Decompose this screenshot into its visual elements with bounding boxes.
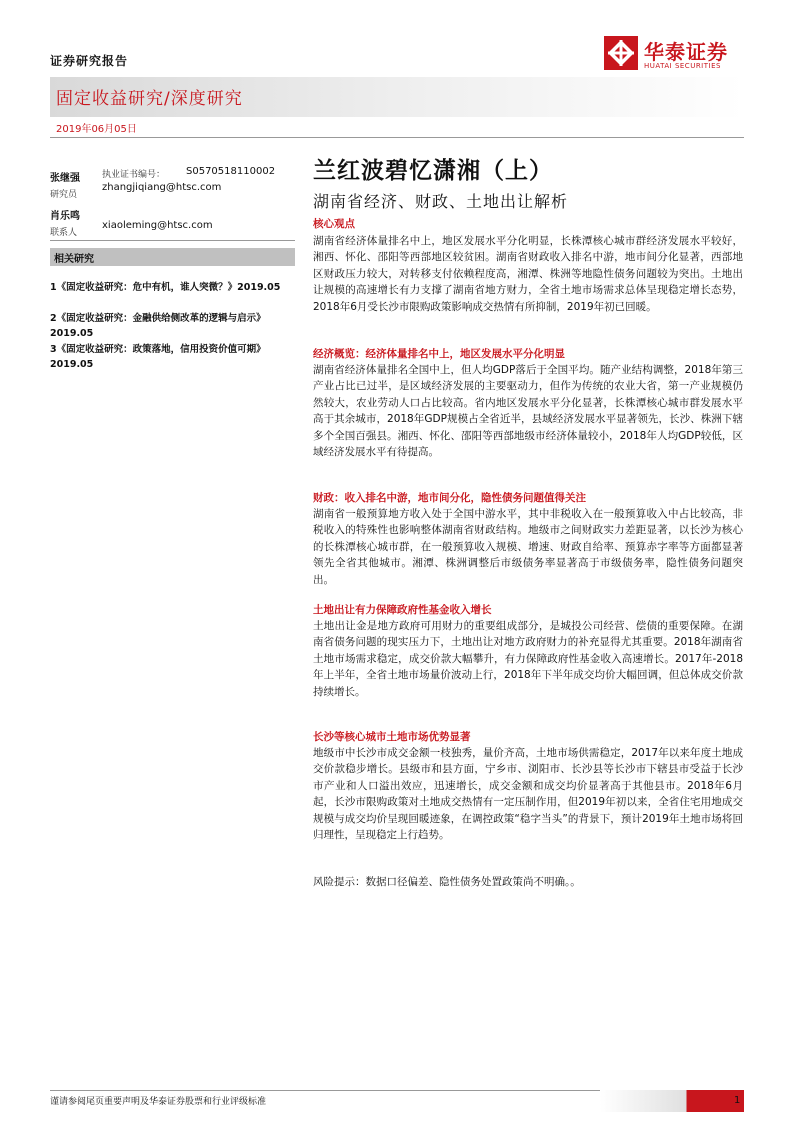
analyst-name: 肖乐鸣 [50, 211, 80, 222]
analyst-block [50, 166, 300, 236]
analyst-email[interactable]: xiaoleming@htsc.com [102, 220, 213, 231]
section-body: 土地出让金是地方政府可用财力的重要组成部分，是城投公司经营、偿债的重要保障。在湖南省债务问题的现实压力下，土地出让对地方政府财力的补充显得尤其重要。2018年湖南省土地市场需求稳定，成交价款大幅攀升，有力保障政府性基金收入高速增长。2017年-2018年上半年，全省土地市场量价波动上行，2018年下半年成交均价大幅回调，但总体成交价款持续增长。 [313, 620, 743, 698]
analyst-row [50, 220, 300, 236]
analyst-name: 张继强 [50, 173, 80, 184]
header-divider [50, 137, 744, 138]
section-heading: 长沙等核心城市土地市场优势显著 [313, 731, 471, 743]
related-research-heading [50, 248, 295, 266]
analyst-row [50, 204, 300, 220]
report-date: 2019年06月05日 [56, 124, 137, 135]
section-body: 湖南省一般预算地方收入处于全国中游水平，其中非税收入在一般预算收入中占比较高，非税收入的特殊性也影响整体湖南省财政结构。地级市之间财政实力差距显著，以长沙为核心的长株潭核心城市群，在一般预算收入规模、增速、财政自给率、预算赤字率等方面都显著领先全省其他城市。湘潭、株洲调整后市级债务率显著高于市级债务率，隐性债务问题突出。 [313, 508, 743, 586]
section-body: 地级市中长沙市成交金额一枝独秀，量价齐高，土地市场供需稳定，2017年以来年度土地成交价款稳步增长。县级市和县方面，宁乡市、浏阳市、长沙县等长沙市下辖县市受益于长沙市产业和人口溢出效应，迅速增长，成交金额和成交均价显著高于其他县市。2018年6月起，长沙市限购政策对土地成交热情有一定压制作用，但2019年初以来，全省住宅用地成交规模与成交均价呈现回暖迹象，在调控政策“稳字当头”的背景下，预计2019年土地市场将回归理性，呈现稳定上行趋势。 [313, 747, 743, 842]
analyst-role: 执业证书编号： [102, 170, 166, 180]
page-number-band [600, 1090, 744, 1112]
logo-english-name: HUATAI SECURITIES [644, 62, 721, 70]
section-body: 湖南省经济体量排名中上，地区发展水平分化明显，长株潭核心城市群经济发展水平较好，湘西、怀化、邵阳等西部地区较贫困。湖南省财政收入排名中游，地市间分化显著，西部地区财政压力较大，对转移支付依赖程度高，湘潭、株洲等地隐性债务问题较为突出。土地出让规模的高速增长有力支撑了湖南省地方财力，全省土地市场需求总体呈现稳定增长态势，2018年6月受长沙市限购政策影响成交热情有所抑制，2019年初已回暖。 [313, 235, 743, 313]
footer-disclaimer[interactable]: 谨请参阅尾页重要声明及华泰证券股票和行业评级标准 [50, 1097, 267, 1107]
related-research-item[interactable]: 2《固定收益研究：金融供给侧改革的逻辑与启示》2019.05 [50, 313, 266, 339]
analyst-role: 联系人 [50, 228, 78, 238]
report-title: 兰红波碧忆潇湘（上） [313, 158, 553, 184]
logo-mark-icon [604, 36, 638, 70]
report-type: 证券研究报告 [50, 54, 129, 68]
related-research-title: 相关研究 [54, 254, 94, 265]
analyst-row [50, 182, 300, 204]
section-heading: 核心观点 [313, 218, 355, 230]
report-category: 固定收益研究/深度研究 [56, 89, 243, 109]
analyst-row [50, 166, 300, 182]
related-research-item[interactable]: 3《固定收益研究：政策落地，信用投资价值可期》2019.05 [50, 344, 266, 370]
logo-chinese-name: 华泰证券 [644, 40, 728, 64]
analyst-email[interactable]: zhangjiqiang@htsc.com [102, 182, 222, 193]
analyst-divider [50, 240, 295, 241]
section-heading: 经济概览：经济体量排名中上，地区发展水平分化明显 [313, 348, 565, 360]
company-logo [604, 36, 744, 76]
page-number: 1 [734, 1095, 741, 1106]
section-heading: 土地出让有力保障政府性基金收入增长 [313, 604, 492, 616]
analyst-license: S0570518110002 [186, 166, 276, 177]
section-heading: 财政：收入排名中游，地市间分化，隐性债务问题值得关注 [313, 492, 586, 504]
analyst-role: 研究员 [50, 190, 78, 200]
report-subtitle: 湖南省经济、财政、土地出让解析 [313, 192, 569, 211]
related-research-item[interactable]: 1《固定收益研究：危中有机，谁人突微？》2019.05 [50, 282, 281, 293]
section-body: 湖南省经济体量排名全国中上，但人均GDP落后于全国平均。随产业结构调整，2018年第三产业占比已过半，是区域经济发展的主要驱动力，但作为传统的农业大省，第一产业规模仍然较大，农业劳动人口占比较高。省内地区发展水平分化显著，长株潭核心城市群发展水平高于其余城市，2018年GDP规模占全省近半，县域经济发展水平显著领先，长沙、株洲下辖多个全国百强县。湘西、怀化、邵阳等西部地级市经济体量较小，2018年人均GDP较低，区域经济发展水平有待提高。 [313, 364, 743, 459]
risk-warning: 风险提示：数据口径偏差、隐性债务处置政策尚不明确。。 [313, 876, 581, 888]
